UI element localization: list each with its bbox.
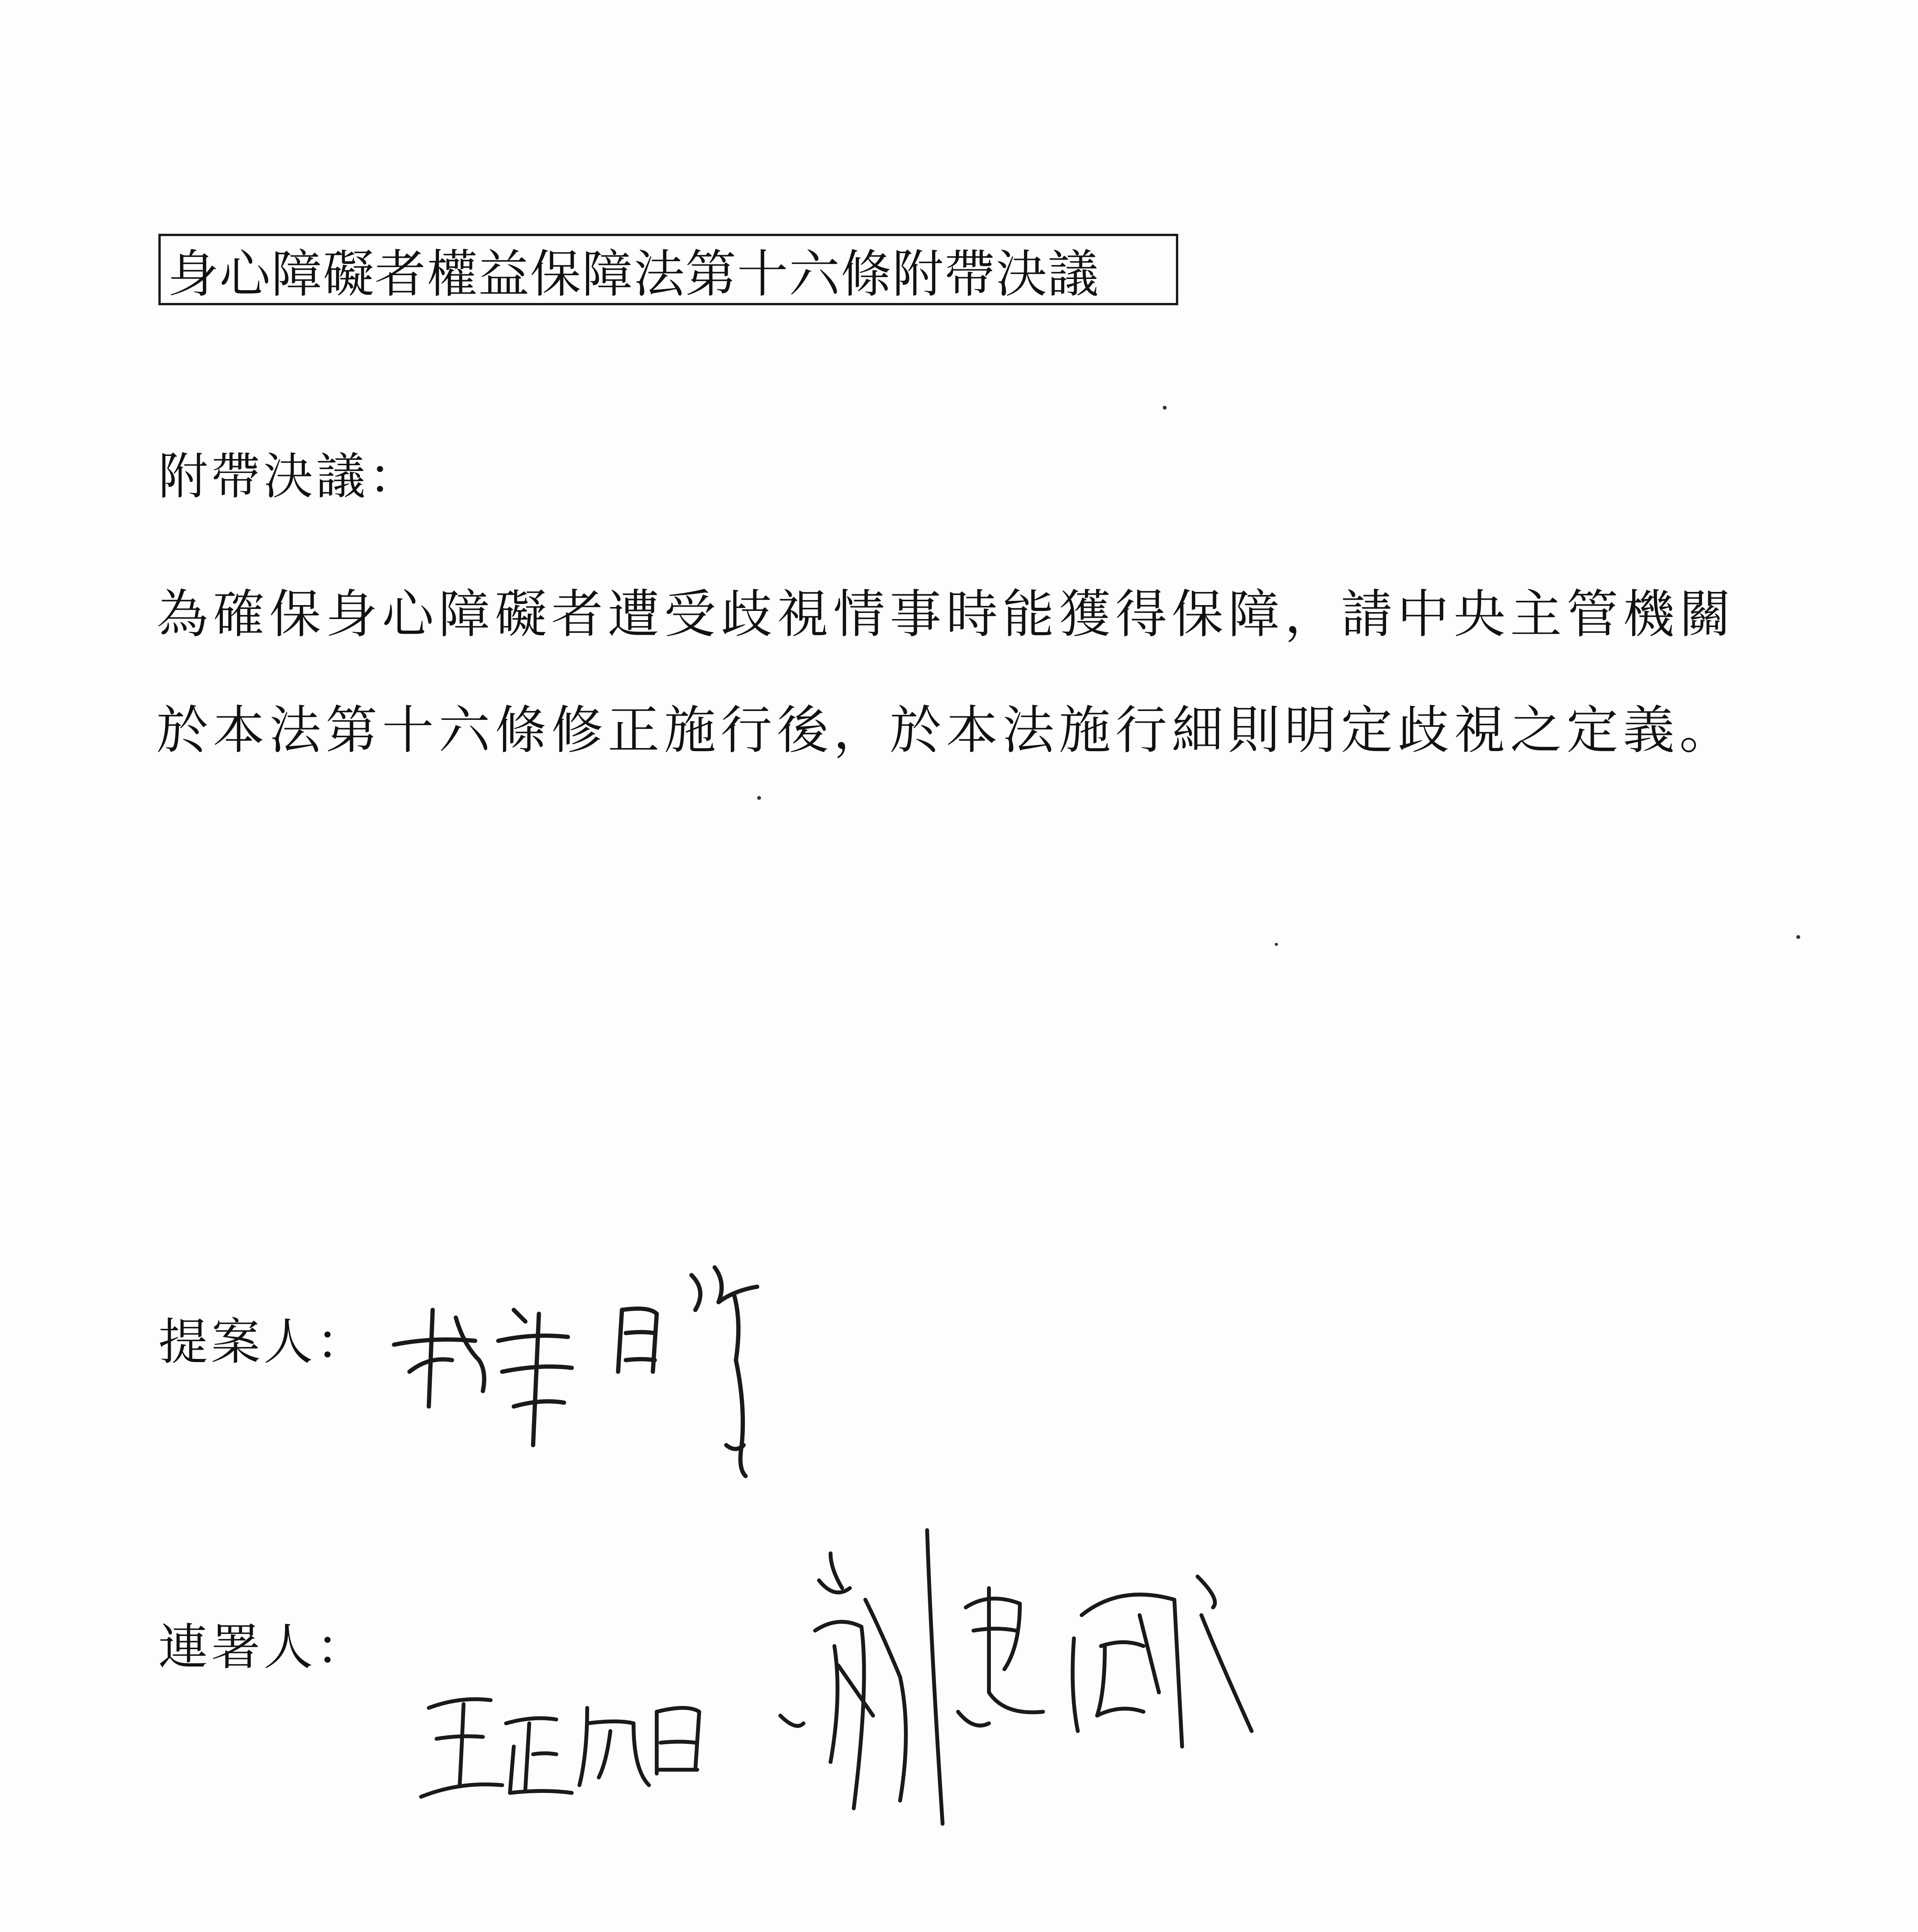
scan-speck	[1163, 406, 1167, 410]
cosigner-label: 連署人：	[158, 1619, 369, 1676]
scan-speck	[1275, 943, 1278, 946]
cosigner-signature	[417, 1646, 734, 1839]
proposer-signature	[386, 1244, 850, 1484]
document-title: 身心障礙者權益保障法第十六條附帶決議	[158, 234, 1178, 305]
scan-speck	[757, 796, 761, 800]
resolution-label: 附帶決議：	[158, 448, 421, 505]
scan-speck	[1796, 935, 1800, 939]
cosigner-signature	[773, 1530, 1313, 1847]
body-line: 為確保身心障礙者遭受歧視情事時能獲得保障，請中央主管機關	[156, 584, 1736, 645]
resolution-body	[156, 556, 1760, 788]
body-line: 於本法第十六條修正施行後，於本法施行細則明定歧視之定義。	[156, 700, 1736, 760]
proposer-label: 提案人：	[158, 1313, 369, 1371]
